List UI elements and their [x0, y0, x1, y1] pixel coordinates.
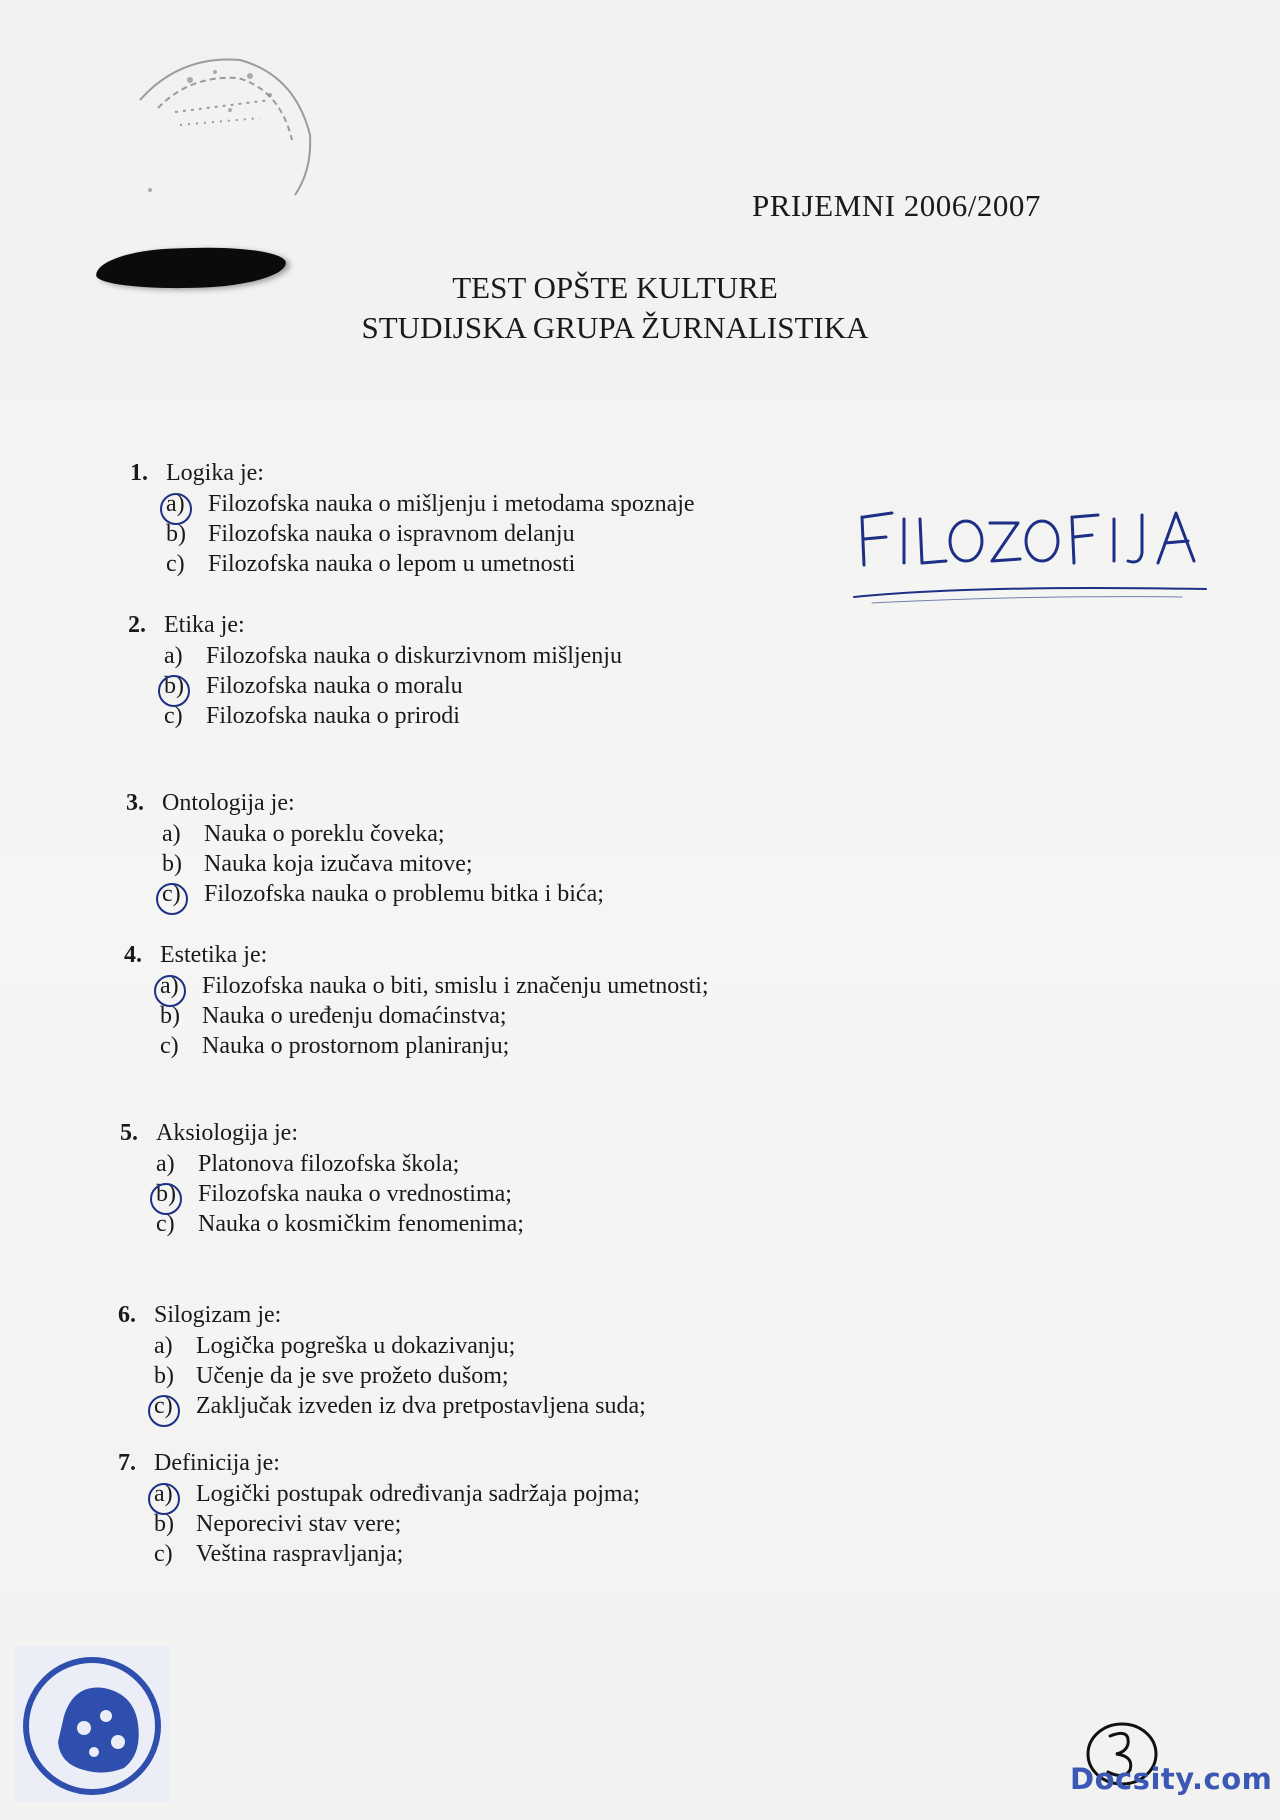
option-text: Zaključak izveden iz dva pretpostavljena suda; [196, 1393, 646, 1419]
question-text: Estetika je: [160, 942, 268, 968]
question-text: Definicija je: [154, 1450, 280, 1476]
option-b [154, 1363, 646, 1393]
option-text: Učenje da je sve prožeto dušom; [196, 1363, 509, 1389]
question-4 [124, 942, 709, 1063]
question-text: Logika je: [166, 460, 264, 486]
exam-code: PRIJEMNI 2006/2007 [752, 188, 1041, 223]
option-letter-circled: a) [166, 491, 208, 518]
option-letter: b) [162, 851, 182, 877]
option-letter-circled: c) [162, 881, 204, 908]
option-text: Logička pogreška u dokazivanju; [196, 1333, 516, 1359]
question-number: 2. [128, 612, 146, 638]
option-b [164, 673, 622, 703]
option-text: Filozofska nauka o problemu bitka i bića; [204, 881, 604, 907]
option-text: Neporecivi stav vere; [196, 1511, 402, 1537]
option-text: Filozofska nauka o prirodi [206, 703, 460, 729]
option-text: Veština raspravljanja; [196, 1541, 404, 1567]
option-letter-circled: a) [154, 1481, 196, 1508]
option-b [154, 1511, 640, 1541]
question-1 [130, 460, 695, 581]
question-number: 1. [130, 460, 148, 486]
question-text: Aksiologija je: [156, 1120, 298, 1146]
option-text: Nauka o poreklu čoveka; [204, 821, 445, 847]
docsity-logo-icon [14, 1646, 170, 1802]
option-text: Filozofska nauka o mišljenju i metodama spoznaje [208, 491, 695, 517]
option-text: Nauka o kosmičkim fenomenima; [198, 1211, 524, 1237]
option-a [156, 1151, 524, 1181]
option-letter: c) [166, 551, 185, 577]
question-text: Etika je: [164, 612, 245, 638]
option-letter: c) [164, 703, 183, 729]
docsity-brand-text: Docsity.com [1070, 1762, 1273, 1796]
option-text: Filozofska nauka o lepom u umetnosti [208, 551, 576, 577]
option-b [160, 1003, 709, 1033]
option-letter: b) [160, 1003, 180, 1029]
option-c [160, 1033, 709, 1063]
option-text: Filozofska nauka o ispravnom delanju [208, 521, 575, 547]
option-letter-circled: b) [164, 673, 206, 700]
option-letter: a) [162, 821, 181, 847]
option-c [156, 1211, 524, 1241]
question-6 [118, 1302, 646, 1423]
question-2 [128, 612, 622, 733]
option-a [160, 973, 709, 1003]
option-letter-circled: a) [160, 973, 202, 1000]
option-text: Nauka o uređenju domaćinstva; [202, 1003, 507, 1029]
option-text: Platonova filozofska škola; [198, 1151, 460, 1177]
question-number: 7. [118, 1450, 136, 1476]
option-text: Filozofska nauka o vrednostima; [198, 1181, 512, 1207]
option-text: Nauka koja izučava mitove; [204, 851, 473, 877]
option-letter: b) [166, 521, 186, 547]
option-letter: a) [154, 1333, 173, 1359]
option-letter: b) [154, 1511, 174, 1537]
option-letter: c) [156, 1211, 175, 1237]
option-letter: a) [156, 1151, 175, 1177]
study-group-title: STUDIJSKA GRUPA ŽURNALISTIKA [361, 310, 869, 345]
option-c [154, 1393, 646, 1423]
question-7 [118, 1450, 640, 1571]
option-a [154, 1481, 640, 1511]
official-stamp [120, 40, 320, 210]
option-c [154, 1541, 640, 1571]
option-a [164, 643, 622, 673]
option-b [156, 1181, 524, 1211]
option-b [162, 851, 604, 881]
option-letter: c) [160, 1033, 179, 1059]
option-letter-circled: b) [156, 1181, 198, 1208]
option-letter: a) [164, 643, 183, 669]
option-text: Nauka o prostornom planiranju; [202, 1033, 510, 1059]
option-text: Filozofska nauka o moralu [206, 673, 463, 699]
option-text: Filozofska nauka o biti, smislu i značenju umetnosti; [202, 973, 709, 999]
option-a [162, 821, 604, 851]
question-5 [120, 1120, 524, 1241]
option-c [166, 551, 695, 581]
test-title: TEST OPŠTE KULTURE [452, 270, 778, 305]
option-letter: c) [154, 1541, 173, 1567]
question-number: 6. [118, 1302, 136, 1328]
option-b [166, 521, 695, 551]
question-text: Ontologija je: [162, 790, 295, 816]
option-a [166, 491, 695, 521]
question-number: 5. [120, 1120, 138, 1146]
handwritten-note-filozofija [852, 505, 1212, 615]
option-c [162, 881, 604, 911]
question-number: 3. [126, 790, 144, 816]
option-text: Logički postupak određivanja sadržaja pojma; [196, 1481, 640, 1507]
option-letter: b) [154, 1363, 174, 1389]
option-c [164, 703, 622, 733]
option-text: Filozofska nauka o diskurzivnom mišljenju [206, 643, 622, 669]
question-3 [126, 790, 604, 911]
option-letter-circled: c) [154, 1393, 196, 1420]
option-a [154, 1333, 646, 1363]
question-number: 4. [124, 942, 142, 968]
question-text: Silogizam je: [154, 1302, 282, 1328]
